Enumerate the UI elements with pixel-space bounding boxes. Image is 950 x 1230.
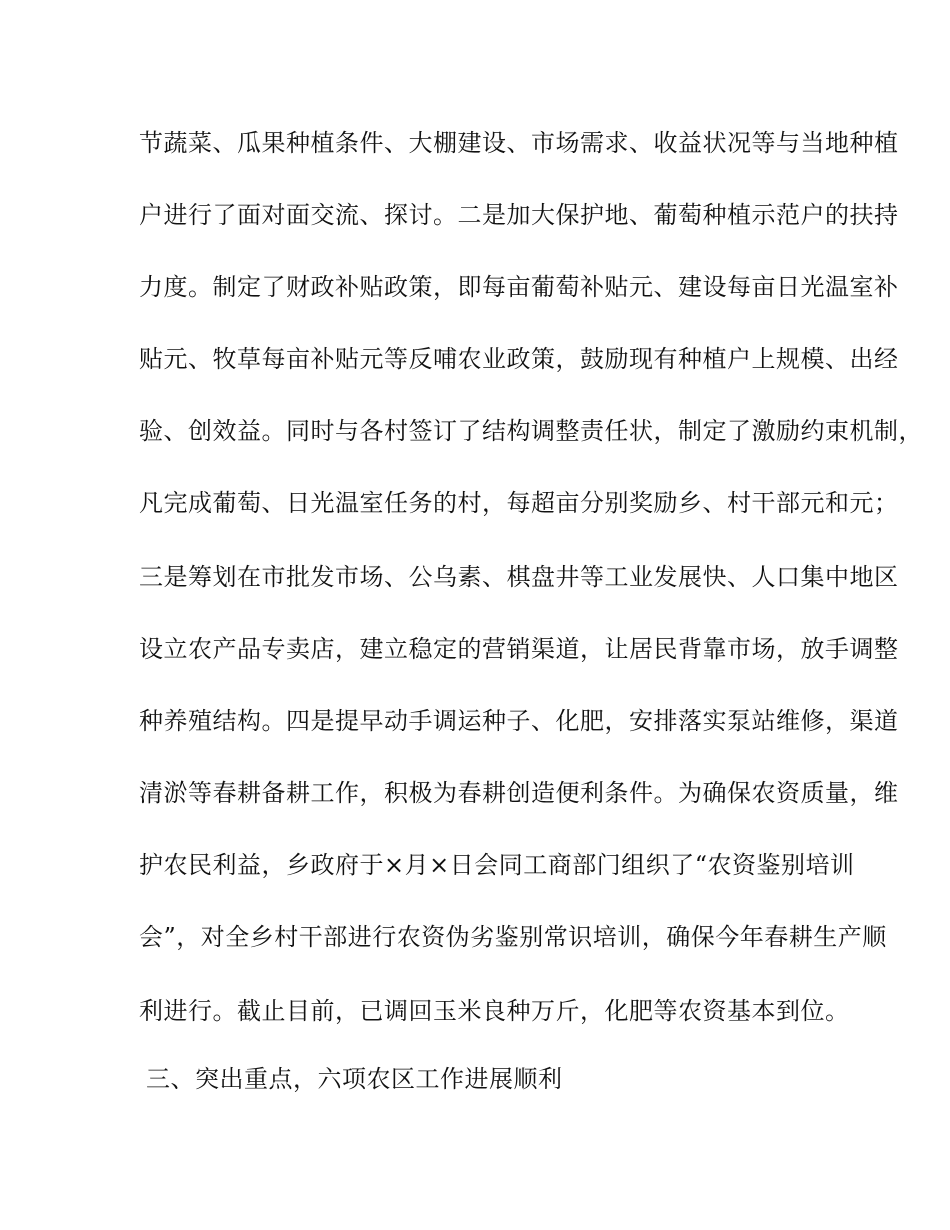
paragraph-line: 种养殖结构。四是提早动手调运种子、化肥，安排落实泵站维修，渠道: [139, 707, 899, 735]
paragraph-line: 户进行了面对面交流、探讨。二是加大保护地、葡萄种植示范户的扶持: [139, 201, 899, 229]
paragraph-line: 设立农产品专卖店，建立稳定的营销渠道，让居民背靠市场，放手调整: [139, 635, 899, 663]
paragraph-line: 三是筹划在市批发市场、公乌素、棋盘井等工业发展快、人口集中地区: [139, 563, 899, 591]
paragraph-line: 贴元、牧草每亩补贴元等反哺农业政策，鼓励现有种植户上规模、出经: [139, 345, 899, 373]
paragraph-line: 力度。制定了财政补贴政策，即每亩葡萄补贴元、建设每亩日光温室补: [139, 273, 899, 301]
paragraph-line: 护农民利益，乡政府于×月×日会同工商部门组织了“农资鉴别培训: [139, 851, 855, 879]
section-heading: 三、突出重点，六项农区工作进展顺利: [146, 1065, 563, 1093]
paragraph-line: 清淤等春耕备耕工作，积极为春耕创造便利条件。为确保农资质量，维: [139, 779, 899, 807]
paragraph-line: 凡完成葡萄、日光温室任务的村，每超亩分别奖励乡、村干部元和元；: [139, 489, 899, 517]
paragraph-line: 节蔬菜、瓜果种植条件、大棚建设、市场需求、收益状况等与当地种植: [139, 129, 899, 157]
paragraph-line: 利进行。截止目前，已调回玉米良种万斤，化肥等农资基本到位。: [139, 997, 850, 1025]
paragraph-line: 验、创效益。同时与各村签订了结构调整责任状，制定了激励约束机制，: [139, 417, 923, 445]
paragraph-line: 会”，对全乡村干部进行农资伪劣鉴别常识培训，确保今年春耕生产顺: [139, 923, 887, 951]
